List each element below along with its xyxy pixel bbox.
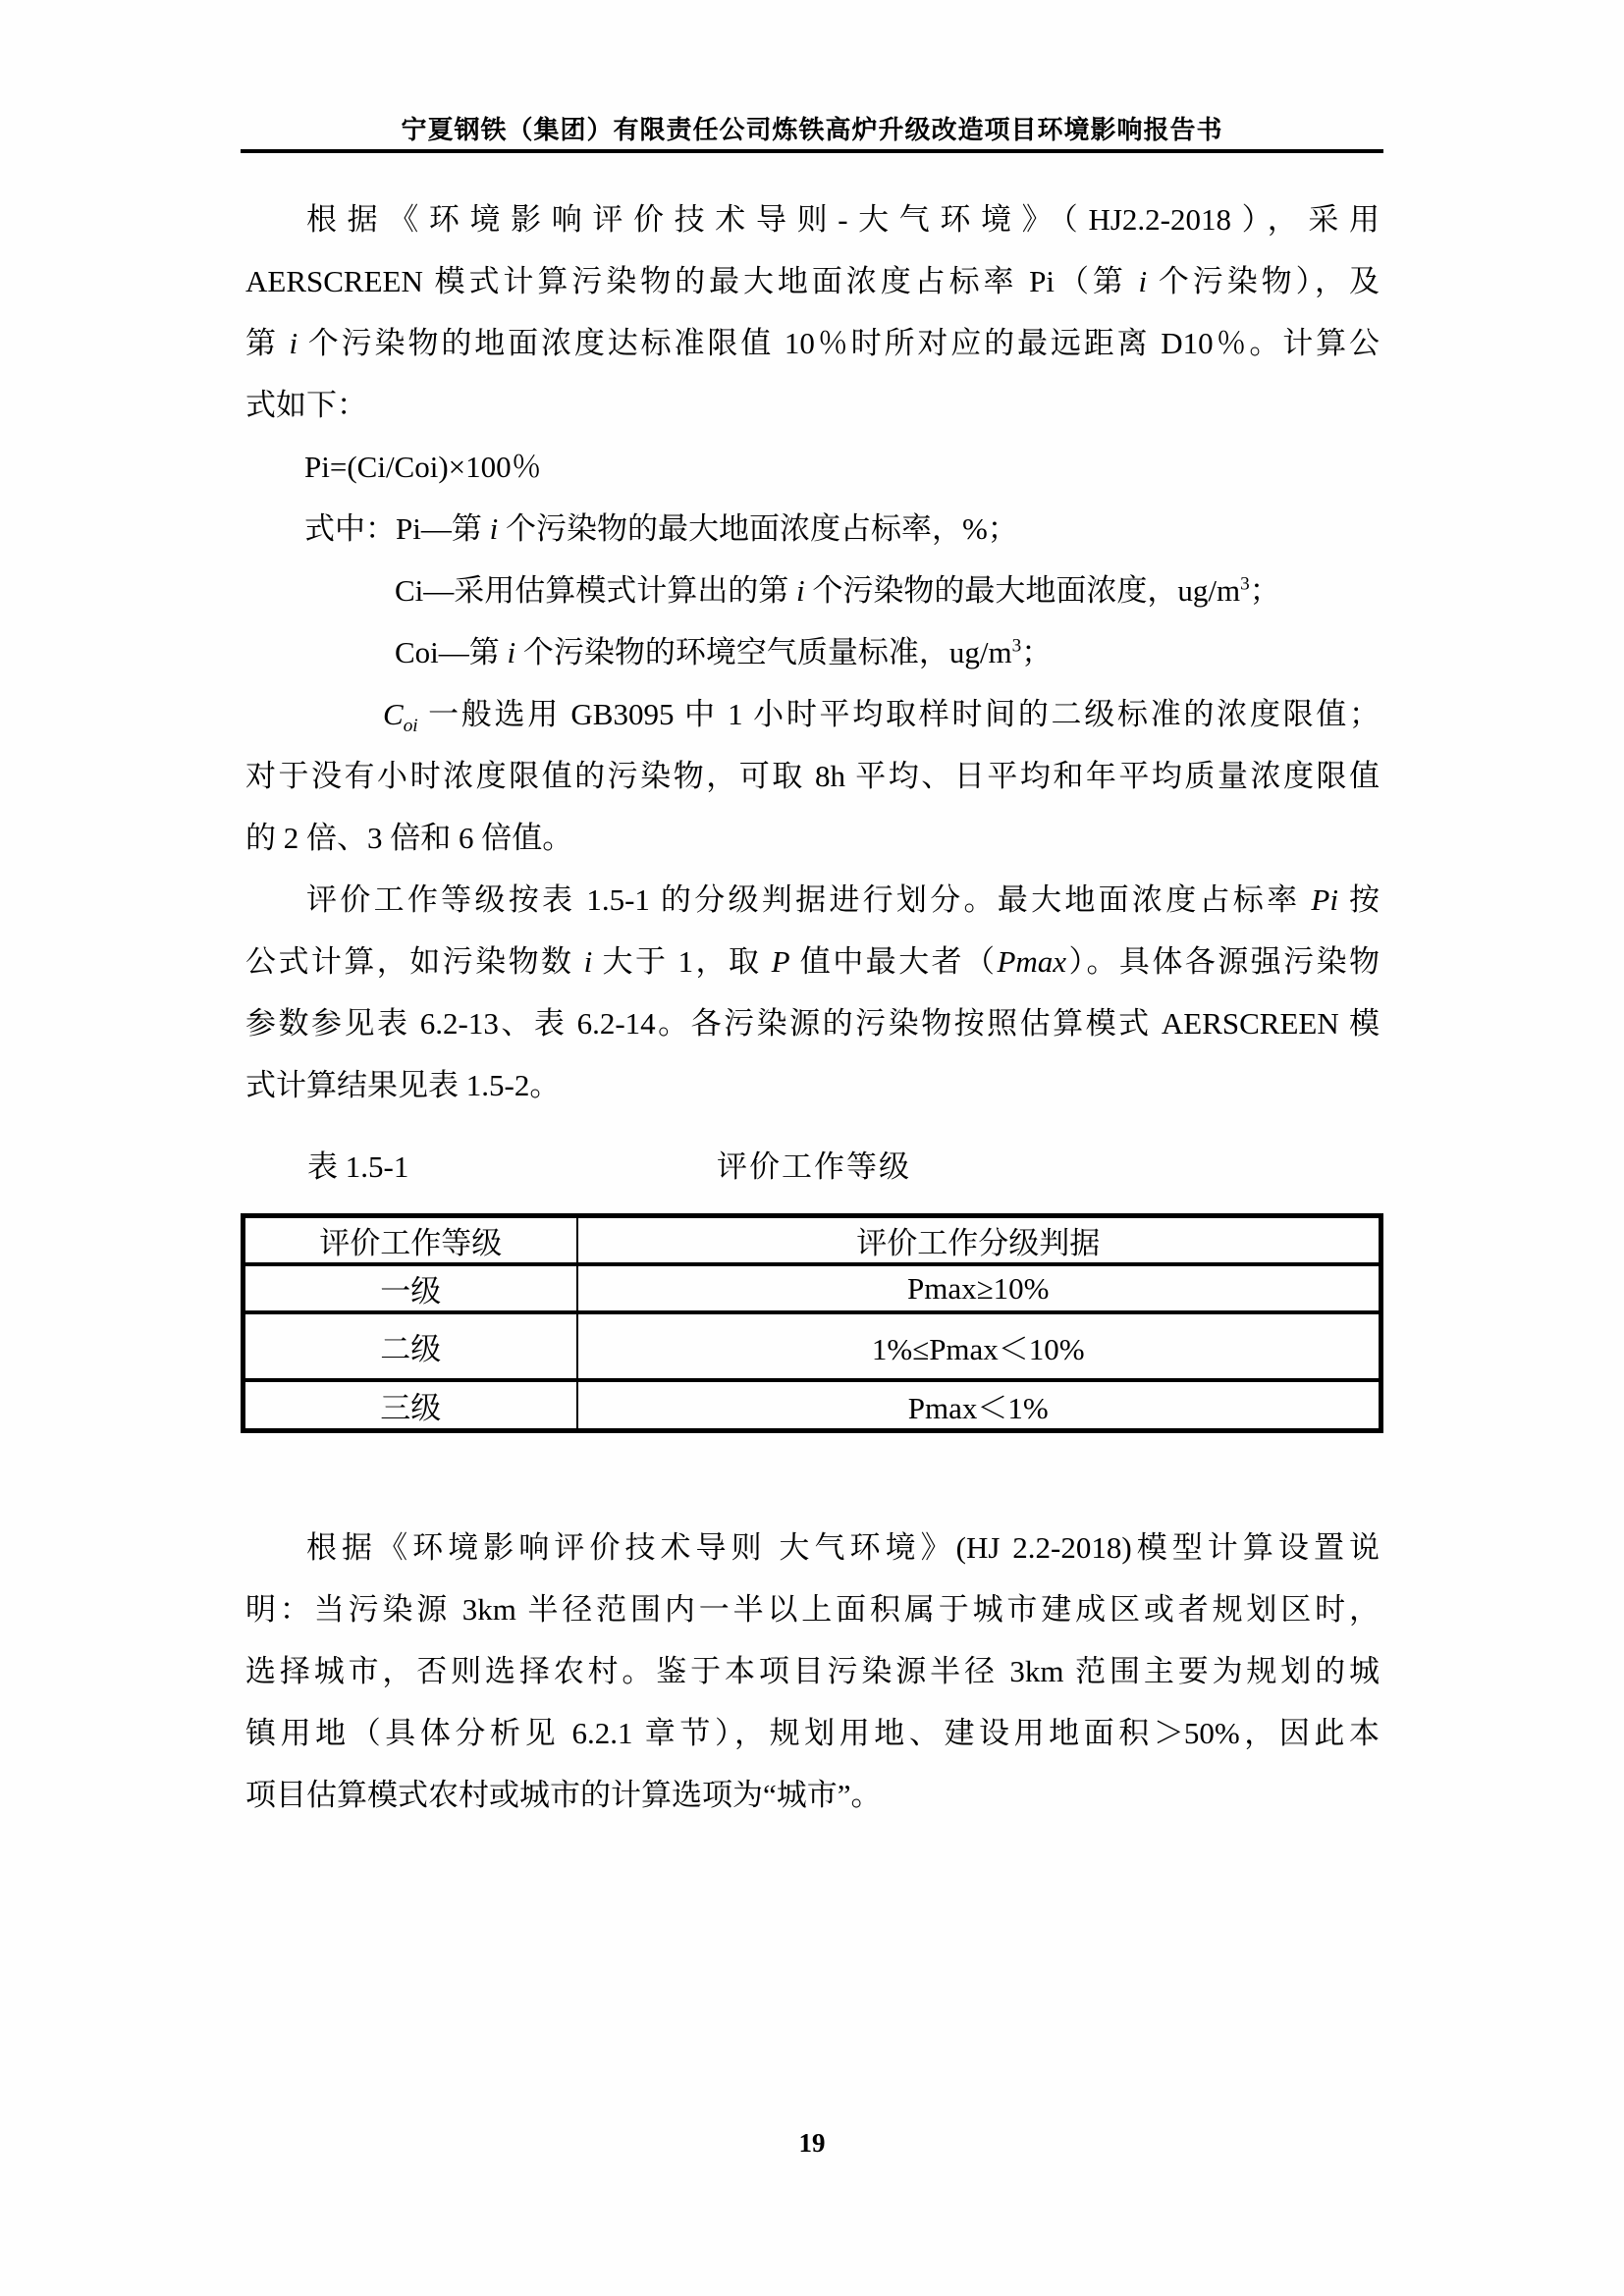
text-segment: i	[289, 326, 298, 360]
table-cell-criterion: Pmax≥10%	[577, 1264, 1381, 1312]
text-segment: 第	[245, 326, 290, 360]
table-caption-number: 表 1.5-1	[307, 1149, 409, 1184]
table-cell-criterion: Pmax＜1%	[577, 1380, 1381, 1430]
text-segment: 对于没有小时浓度限值的污染物，可取 8h 平均、日平均和年平均质量浓度限值	[245, 759, 1380, 793]
text-segment: i	[507, 635, 516, 669]
text-segment: 式计算结果见表 1.5-2。	[245, 1068, 561, 1102]
table-header-cell: 评价工作分级判据	[577, 1216, 1381, 1265]
table-row	[244, 1312, 1381, 1380]
text-segment: AERSCREEN 模式计算污染物的最大地面浓度占标率 Pi（第	[245, 264, 1139, 298]
text-segment: Ci—采用估算模式计算出的第	[395, 573, 797, 608]
text-line	[245, 188, 1380, 250]
text-segment: P	[771, 944, 790, 979]
text-line	[245, 1517, 1380, 1578]
table-cell-grade: 二级	[244, 1312, 577, 1380]
text-line	[245, 250, 1380, 312]
text-segment: ；	[1249, 573, 1280, 608]
text-segment: Coi—第	[395, 635, 508, 669]
table-cell-criterion: 1%≤Pmax＜10%	[577, 1312, 1381, 1380]
text-segment: 3	[1011, 635, 1022, 657]
text-line	[245, 931, 1380, 992]
page-number: 19	[798, 2128, 826, 2158]
table-caption	[245, 1145, 1382, 1194]
text-line	[245, 869, 1380, 931]
text-segment: ）。具体各源强污染物	[1066, 944, 1380, 979]
body-text-block-1	[245, 188, 1380, 1116]
table-row	[244, 1380, 1381, 1430]
text-segment: 大于 1，取	[592, 944, 772, 979]
text-segment: i	[796, 573, 805, 608]
text-segment: 根据《环境影响评价技术导则 大气环境》(HJ 2.2-2018)模型计算设置说	[306, 1530, 1380, 1565]
text-segment: 项目估算模式农村或城市的计算选项为“城市”。	[245, 1778, 882, 1812]
text-segment: 镇用地（具体分析见 6.2.1 章节），规划用地、建设用地面积＞50%，因此本	[245, 1716, 1380, 1750]
text-segment: C	[383, 697, 404, 731]
text-segment: 公式计算，如污染物数	[245, 944, 584, 979]
text-segment: Pi	[1311, 882, 1338, 917]
text-segment: ；	[1021, 635, 1053, 669]
table-cell-grade: 一级	[244, 1264, 577, 1312]
text-segment: 式如下：	[245, 388, 367, 422]
text-line	[245, 1764, 1380, 1826]
text-line	[245, 312, 1380, 374]
text-segment: i	[1138, 264, 1148, 298]
text-segment: 个污染物的地面浓度达标准限值 10％时所对应的最远距离 D10％。计算公	[298, 326, 1380, 360]
text-line	[245, 1702, 1380, 1764]
text-line	[245, 1578, 1380, 1640]
header-divider-rule	[241, 149, 1383, 153]
text-segment: 参数参见表 6.2-13、表 6.2-14。各污染源的污染物按照估算模式 AERSCREEN 模	[245, 1006, 1380, 1041]
body-text-block-2	[245, 1517, 1380, 1826]
text-line	[245, 1640, 1380, 1702]
text-segment: i	[489, 511, 499, 546]
text-segment: 个污染物），及	[1147, 264, 1380, 298]
text-segment: 根据《环境影响评价技术导则-大气环境》（HJ2.2-2018），采用	[306, 202, 1380, 237]
text-line	[245, 1054, 1380, 1116]
text-segment: i	[583, 944, 593, 979]
table-header-row	[244, 1216, 1381, 1265]
text-line	[245, 436, 1380, 498]
table-caption-title: 评价工作等级	[717, 1149, 911, 1184]
text-line	[245, 374, 1380, 436]
text-segment: 一般选用 GB3095 中 1 小时平均取样时间的二级标准的浓度限值；	[417, 697, 1380, 731]
text-segment: 选择城市，否则选择农村。鉴于本项目污染源半径 3km 范围主要为规划的城	[245, 1654, 1380, 1688]
text-line	[245, 745, 1380, 807]
text-segment: 值中最大者（	[789, 944, 998, 979]
text-segment: oi	[403, 716, 418, 737]
table-cell-grade: 三级	[244, 1380, 577, 1430]
text-line	[245, 992, 1380, 1054]
text-line	[245, 560, 1380, 621]
text-segment: 明：当污染源 3km 半径范围内一半以上面积属于城市建成区或者规划区时，	[245, 1592, 1380, 1627]
text-line	[245, 498, 1380, 560]
table-row	[244, 1264, 1381, 1312]
text-segment: 评价工作等级按表 1.5-1 的分级判据进行划分。最大地面浓度占标率	[306, 882, 1312, 917]
text-segment: 个污染物的最大地面浓度，ug/m	[804, 573, 1241, 608]
text-segment: Pmax	[997, 944, 1067, 979]
text-segment: 个污染物的环境空气质量标准，ug/m	[515, 635, 1012, 669]
text-segment: 式中：Pi—第	[304, 511, 490, 546]
evaluation-grade-table	[241, 1213, 1383, 1433]
text-segment: Pi=(Ci/Coi)×100％	[304, 450, 542, 484]
text-segment: 的 2 倍、3 倍和 6 倍值。	[245, 821, 573, 855]
text-segment: 按	[1337, 882, 1380, 917]
text-segment: 个污染物的最大地面浓度占标率，%；	[498, 511, 1018, 546]
text-line	[245, 807, 1380, 869]
text-segment: 3	[1240, 573, 1250, 595]
text-line	[245, 683, 1380, 745]
text-line	[245, 621, 1380, 683]
table-header-cell: 评价工作等级	[244, 1216, 577, 1265]
page-header-title: 宁夏钢铁（集团）有限责任公司炼铁高炉升级改造项目环境影响报告书	[401, 116, 1223, 144]
